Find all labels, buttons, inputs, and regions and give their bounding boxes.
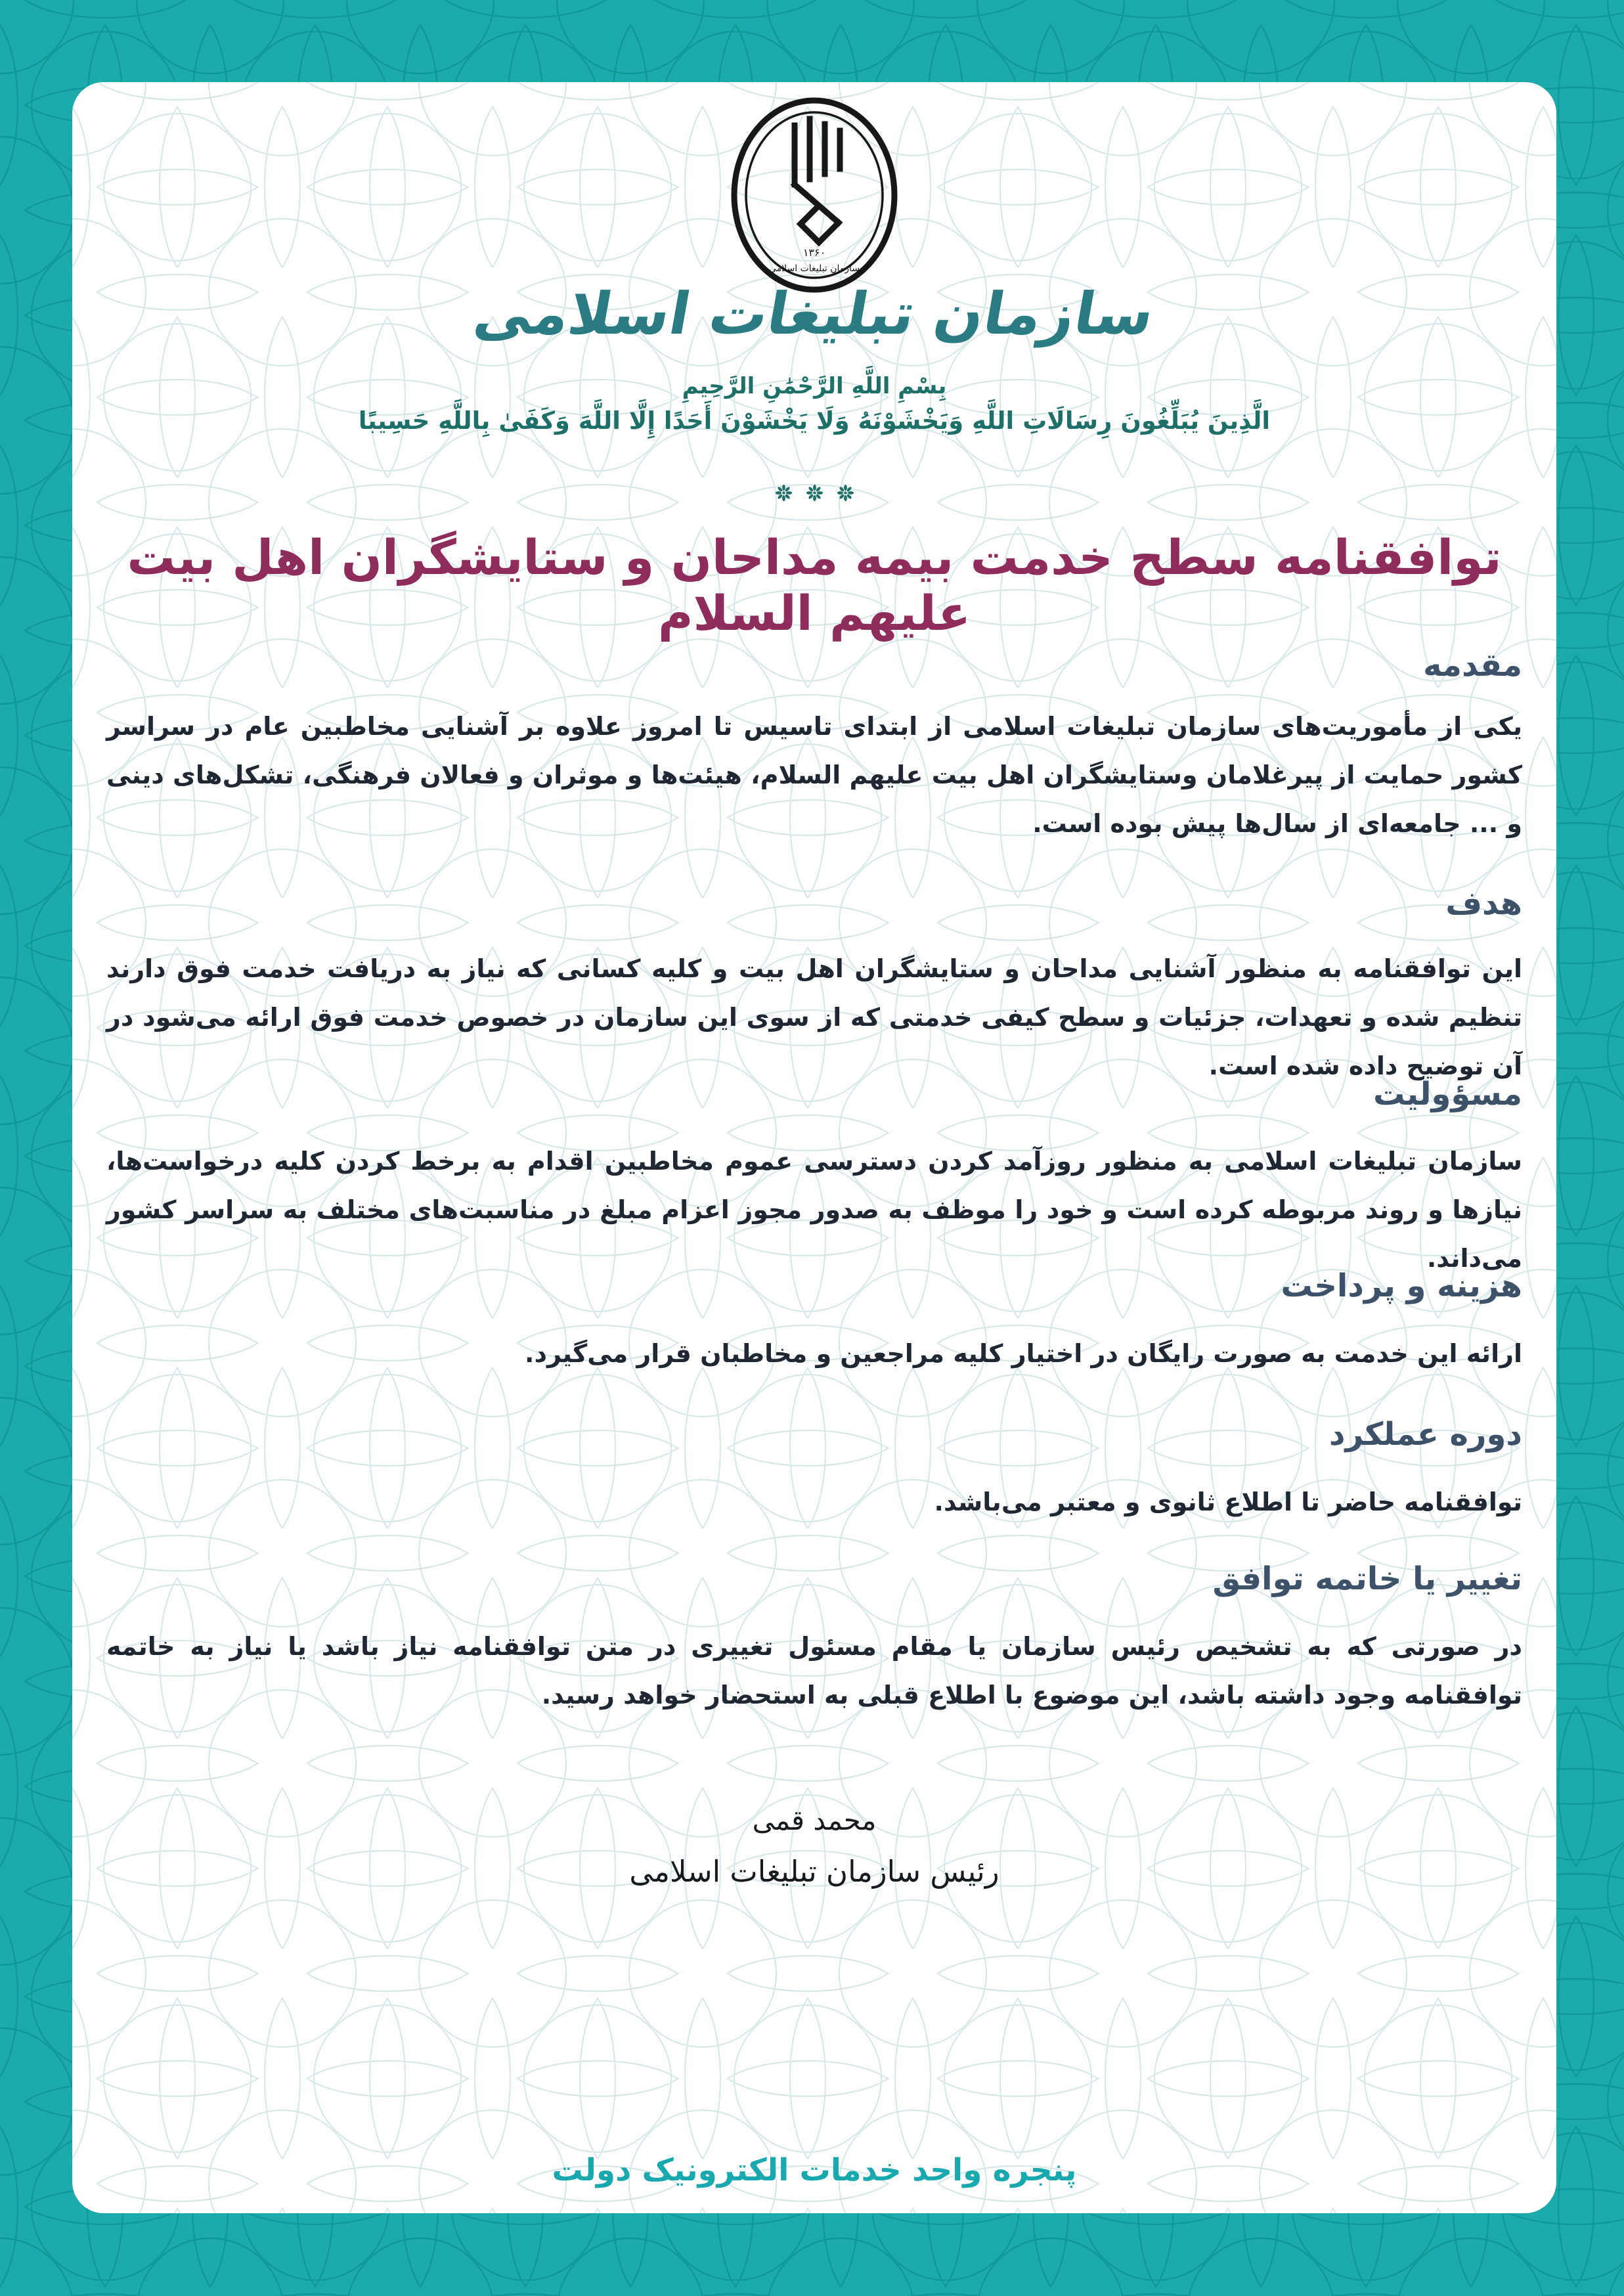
signatory-role: رئیس سازمان تبلیغات اسلامی <box>629 1854 999 1889</box>
flower-asterisk-icon <box>775 484 793 502</box>
flower-asterisk-icon <box>837 484 854 502</box>
document-card <box>72 82 1556 2213</box>
signatory-name: محمد قمی <box>752 1804 877 1836</box>
section-heading-masouliat: مسؤولیت <box>1373 1076 1522 1113</box>
section-heading-dore-amalkard: دوره عملکرد <box>1328 1416 1522 1453</box>
section-heading-moghadame: مقدمه <box>1423 647 1522 684</box>
section-body-hazine-pardakht: ارائه این خدمت به صورت رایگان در اختیار کلیه مراجعین و مخاطبان قرار می‌گیرد. <box>525 1339 1522 1368</box>
bismillah-line: بِسْمِ اللَّهِ الرَّحْمَٰنِ الرَّحِيمِ <box>682 373 947 399</box>
organization-logo <box>728 97 900 294</box>
quran-verse-line: الَّذِينَ يُبَلِّغُونَ رِسَالَاتِ اللَّهِ وَيَخْشَوْنَهُ وَلَا يَخْشَوْنَ أَحَدًا إِلَّا اللَّهَ وَكَفَىٰ بِاللَّهِ حَسِيبًا <box>358 407 1271 435</box>
section-body-masouliat: سازمان تبلیغات اسلامی به منظور روزآمد کردن دسترسی عموم مخاطبین اقدام به برخط کردن کلیه درخواست‌ها، نیازها و روند مربوطه کرده است و خود را موظف به صدور مجوز اعزام مبلغ در مناسبت‌های مختلف به سراسر کشور می‌داند. <box>106 1147 1522 1273</box>
organization-logo-emblem-icon <box>728 97 900 294</box>
section-body-dore-amalkard: توافقنامه حاضر تا اطلاع ثانوی و معتبر می‌باشد. <box>934 1488 1522 1516</box>
logo-organization-name: سازمان تبلیغات اسلامی <box>768 263 860 274</box>
section-heading-hazine-pardakht: هزینه و پرداخت <box>1281 1268 1522 1304</box>
section-body-moghadame: یکی از مأموریت‌های سازمان تبلیغات اسلامی از ابتدای تاسیس تا امروز علاوه بر آشنایی مخاطبین عام در سراسر کشور حمایت از پیرغلامان وستایشگران اهل بیت علیهم السلام، هیئت‌ها و موثران و فعالان فرهنگی، تشکل‌های دینی و ... جامعه‌ای از سال‌ها پیش بوده است. <box>106 712 1522 838</box>
logo-year: ۱۳۶۰ <box>802 246 826 259</box>
footer-service-window: پنجره واحد خدمات الکترونیک دولت <box>552 2152 1077 2188</box>
section-heading-hadaf: هدف <box>1445 885 1522 922</box>
ornament-divider <box>72 484 1556 502</box>
page-title: توافقنامه سطح خدمت بیمه مداحان و ستایشگران اهل بیت علیهم السلام <box>127 530 1502 642</box>
organization-calligraphy: سازمان تبلیغات اسلامی <box>469 279 1160 347</box>
section-body-taghir-khateme: در صورتی که به تشخیص رئیس سازمان یا مقام مسئول تغییری در متن توافقنامه نیاز باشد یا نیاز به خاتمه توافقنامه وجود داشته باشد، این موضوع با اطلاع قبلی به استحضار خواهد رسید. <box>106 1632 1522 1710</box>
document-content <box>72 82 1556 2213</box>
kufic-allah-icon <box>795 119 840 242</box>
section-body-hadaf: این توافقنامه به منظور آشنایی مداحان و ستایشگران اهل بیت و کلیه کسانی که نیاز به دریافت خدمت فوق دارند تنظیم شده و تعهدات، جزئیات و سطح کیفی خدمتی که از سوی این سازمان در خصوص خدمت فوق ارائه می‌شود در آن توضیح داده شده است. <box>106 954 1522 1080</box>
flower-asterisk-icon <box>806 484 823 502</box>
section-heading-taghir-khateme: تغییر یا خاتمه توافق <box>1212 1560 1522 1597</box>
